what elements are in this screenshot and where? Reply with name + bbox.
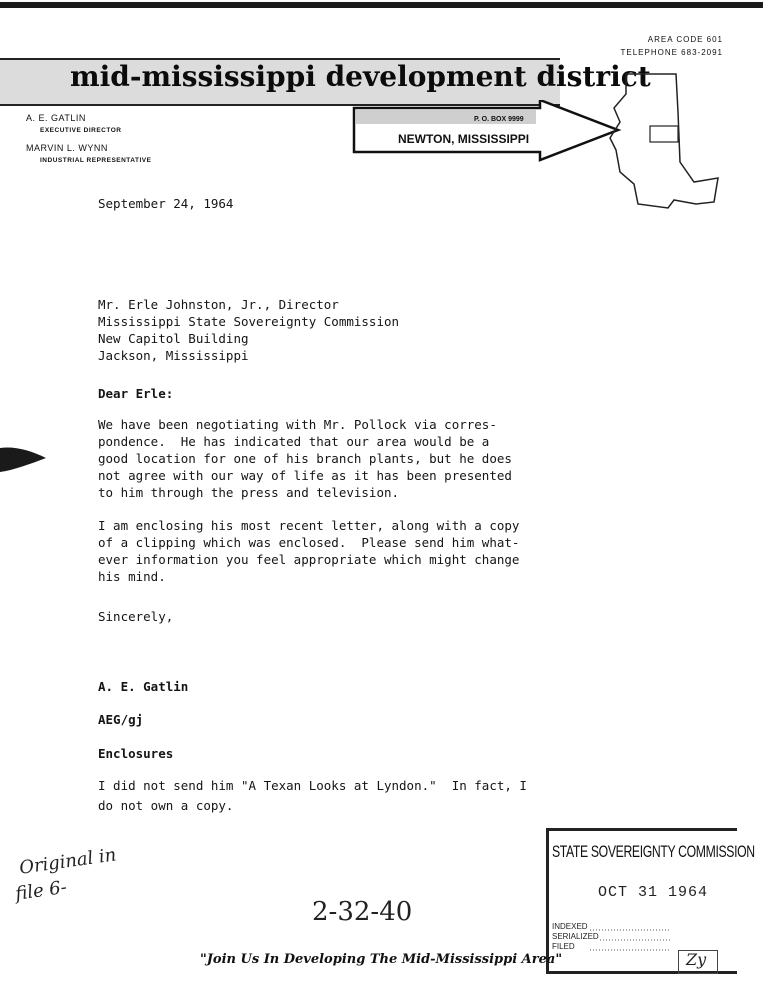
paragraph-1-line-5: to him through the press and television. bbox=[98, 485, 400, 500]
salutation: Dear Erle: bbox=[98, 386, 174, 401]
paragraph-1-line-1: We have been negotiating with Mr. Pollock via corres- bbox=[98, 417, 497, 432]
staff-name-2: MARVIN L. WYNN bbox=[26, 143, 108, 153]
footer-slogan: "Join Us In Developing The Mid-Mississippi Area" bbox=[200, 952, 563, 967]
stamp-serialized: SERIALIZED bbox=[552, 932, 599, 941]
recipient-line-2: Mississippi State Sovereignty Commission bbox=[98, 314, 400, 329]
staff-name-1: A. E. GATLIN bbox=[26, 113, 86, 123]
enclosures: Enclosures bbox=[98, 746, 174, 761]
stamp-title: STATE SOVEREIGNTY COMMISSION bbox=[552, 842, 755, 861]
stamp-filed: FILED bbox=[552, 942, 575, 951]
city-line: NEWTON, MISSISSIPPI bbox=[398, 132, 530, 146]
staff-title-1: EXECUTIVE DIRECTOR bbox=[40, 127, 122, 134]
handwritten-note-line-1: Original in bbox=[18, 844, 118, 879]
punch-hole-mark-icon bbox=[0, 440, 50, 480]
stamp-dotted-lines bbox=[590, 925, 670, 955]
paragraph-2-line-4: his mind. bbox=[98, 569, 166, 584]
arrow-icon bbox=[352, 100, 622, 162]
address-line: P. O. BOX 9999 bbox=[474, 116, 524, 123]
organization-name: mid-mississippi development district bbox=[70, 60, 651, 93]
mississippi-map-icon bbox=[598, 52, 728, 212]
handwritten-note-line-2: file 6- bbox=[14, 876, 69, 905]
handwritten-initials: Zy bbox=[686, 950, 707, 969]
paragraph-1-line-4: not agree with our way of life as it has been presented bbox=[98, 468, 512, 483]
paragraph-2-line-3: ever information you feel appropriate which might change bbox=[98, 552, 520, 567]
recipient-line-4: Jackson, Mississippi bbox=[98, 348, 249, 363]
paragraph-2-line-2: of a clipping which was enclosed. Please send him what- bbox=[98, 535, 520, 550]
recipient-line-3: New Capitol Building bbox=[98, 331, 249, 346]
handwritten-file-number: 2-32-40 bbox=[312, 897, 413, 927]
postscript-line-1: I did not send him "A Texan Looks at Lyndon." In fact, I bbox=[98, 778, 527, 793]
area-code: AREA CODE 601 bbox=[647, 35, 723, 44]
paragraph-1-line-3: good location for one of his branch plants, but he does bbox=[98, 451, 512, 466]
stamp-indexed: INDEXED bbox=[552, 922, 588, 931]
recipient-line-1: Mr. Erle Johnston, Jr., Director bbox=[98, 297, 339, 312]
staff-title-2: INDUSTRIAL REPRESENTATIVE bbox=[40, 157, 152, 164]
telephone: TELEPHONE 683-2091 bbox=[620, 48, 723, 57]
reference-initials: AEG/gj bbox=[98, 712, 144, 727]
stamp-date: OCT 31 1964 bbox=[598, 884, 709, 901]
paragraph-1-line-2: pondence. He has indicated that our area would be a bbox=[98, 434, 490, 449]
postscript-line-2: do not own a copy. bbox=[98, 798, 234, 813]
closing: Sincerely, bbox=[98, 609, 174, 624]
paragraph-2-line-1: I am enclosing his most recent letter, along with a copy bbox=[98, 518, 520, 533]
top-border-line bbox=[0, 2, 763, 8]
letter-date: September 24, 1964 bbox=[98, 196, 234, 211]
signer-name: A. E. Gatlin bbox=[98, 679, 189, 694]
